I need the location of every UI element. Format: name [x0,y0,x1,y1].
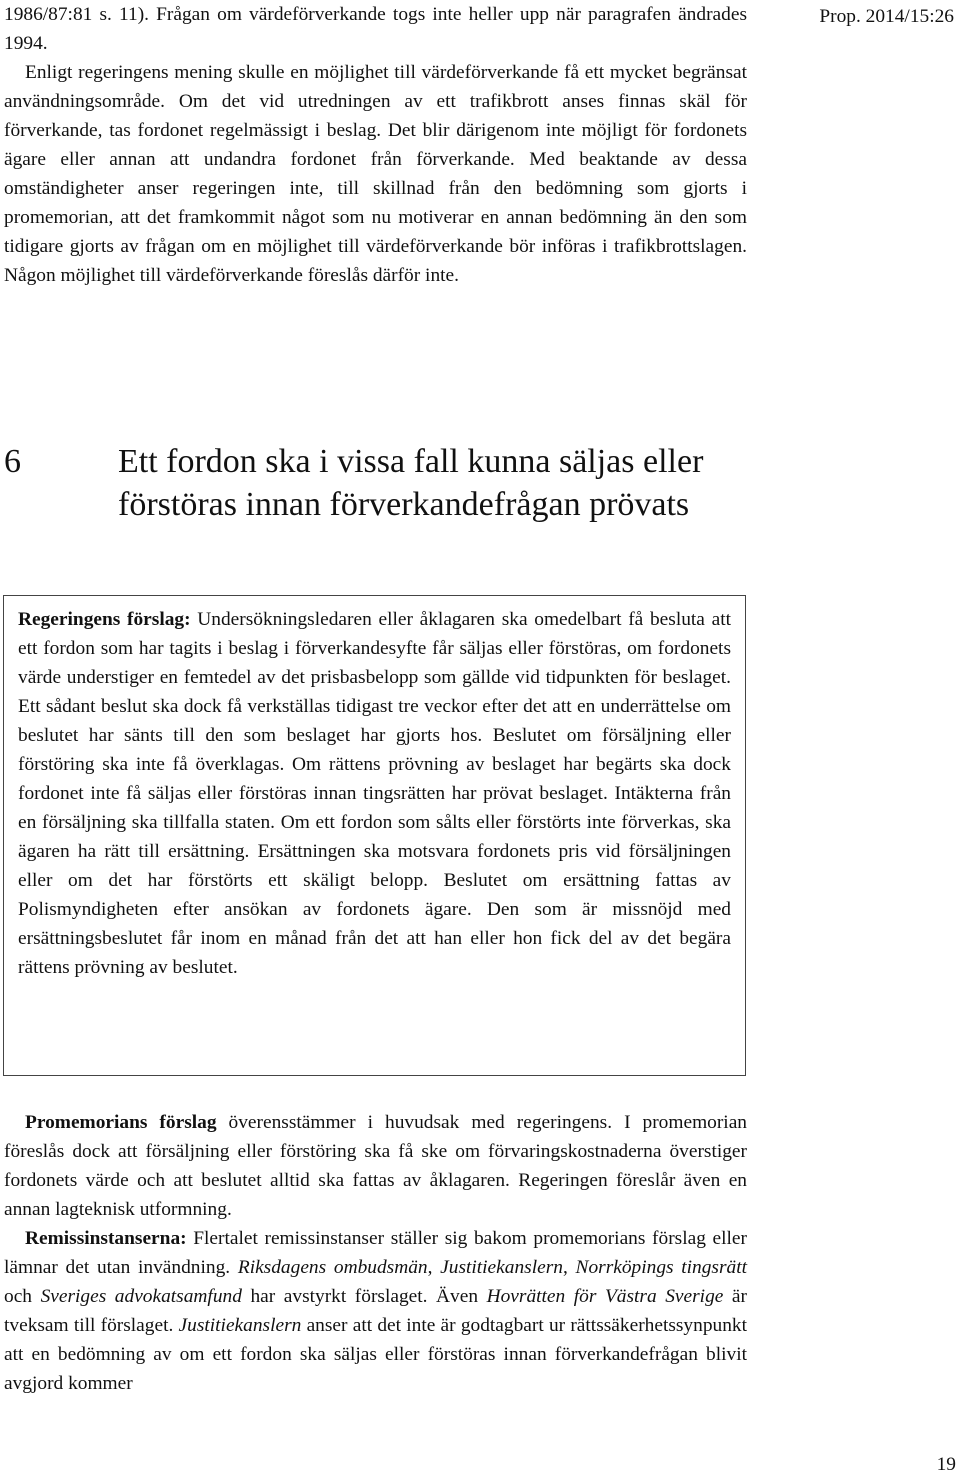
body-name: Riksdagens ombudsmän [237,1257,428,1278]
paragraph: 1986/87:81 s. 11). Frågan om värdeförverkande togs inte heller upp när paragrafen ändrades 1994. [4,4,747,54]
section-title: Ett fordon ska i vissa fall kunna säljas eller förstöras innan förverkandefrågan prövats [118,443,704,523]
promemoria-lead: Promemorians förslag [25,1112,217,1133]
remiss-lead: Remissinstanserna: [25,1228,187,1249]
paragraph-text: är tveksam till förslaget. [4,1286,747,1336]
body-name: Norrköpings tingsrätt [575,1257,747,1278]
paragraph [4,1224,747,1398]
proposal-body: Undersökningsledaren eller åklagaren ska omedelbart få besluta att ett fordon som har tagits i beslag i förverkandesyfte får säljas eller förstöras, om fordonets värde understiger en femtedel av det prisbasbelopp som gällde vid tidpunkten för beslaget. Ett sådant beslut ska dock få verkställas tidigast tre veckor efter det att en underrättelse om beslutet har sänts till den som beslaget har gjorts hos. Beslutet om försäljning eller förstöring ska inte få överklagas. Om rättens prövning av beslaget har begärts ska dock fordonet inte få säljas eller förstöras innan tingsrätten har prövat beslaget. Intäkterna från en försäljning ska tillfalla staten. Om ett fordon som sålts eller förstörts inte förverkas, ska ägaren ha rätt till ersättning. Ersättningen ska motsvara fordonets pris vid försäljningen eller om det har förstörts ett skäligt belopp. Beslutet om ersättning fattas av Polismyndigheten efter ansökan av fordonets ägare. Den som är missnöjd med ersättningsbeslutet får inom en månad från det att han eller hon fick del av det begära rättens prövning av beslutet. [18,609,731,978]
proposal-lead: Regeringens förslag: [18,609,191,630]
paragraph-text: , [562,1257,576,1278]
proposal-box [3,595,746,1076]
paragraph-text: och [4,1286,41,1307]
paragraph-text: överensstämmer i huvudsak med regeringens. I promemorian föreslås dock att försäljning eller förstöring ska få ske om förvaringskostnaderna överstiger fordonets värde och att beslutet alltid ska fattas av åklagaren. Regeringen föreslår även en annan lagteknisk utformning. [4,1112,747,1220]
paragraph-text: Flertalet remissinstanser ställer sig bakom promemorians förslag eller lämnar det utan invändning. [4,1228,747,1278]
paragraph: Enligt regeringens mening skulle en möjlighet till värdeförverkande få ett mycket begränsat användningsområde. Om det vid utredningen av ett trafikbrott anses finnas skäl för förverkande, tas fordonet regelmässigt i beslag. Det blir därigenom inte möjligt för fordonets ägare eller annan att undandra fordonet från förverkande. Med beaktande av dessa omständigheter anser regeringen inte, till skillnad från den bedömning som gjorts i promemorian, att det framkommit något som nu motiverar en annan bedömning än den som tidigare gjorts av frågan om en möjlighet till värdeförverkande bör införas i trafikbrottslagen. Någon möjlighet till värdeförverkande föreslås därför inte. [4,62,747,286]
after-text-block [4,1108,747,1398]
body-name: Hovrätten för Västra Sverige [486,1286,724,1307]
body-name: Justitiekanslern [178,1315,302,1336]
paragraph [4,1108,747,1224]
top-text-block [4,0,747,290]
proposal-text [18,605,731,982]
paragraph-text: , [427,1257,441,1278]
paragraph-text: har avstyrkt förslaget. Även [241,1286,487,1307]
section-number: 6 [4,443,21,480]
proposition-reference: Prop. 2014/15:26 [819,6,954,27]
page-number: 19 [936,1454,956,1475]
body-name: Justitiekanslern [440,1257,563,1278]
paragraph-text: anser att det inte är godtagbart ur rättssäkerhetssynpunkt att en bedömning av om ett fordon ska säljas eller förstöras innan förverkandefrågan blivit avgjord kommer [4,1315,747,1394]
body-name: Sveriges advokatsamfund [40,1286,242,1307]
